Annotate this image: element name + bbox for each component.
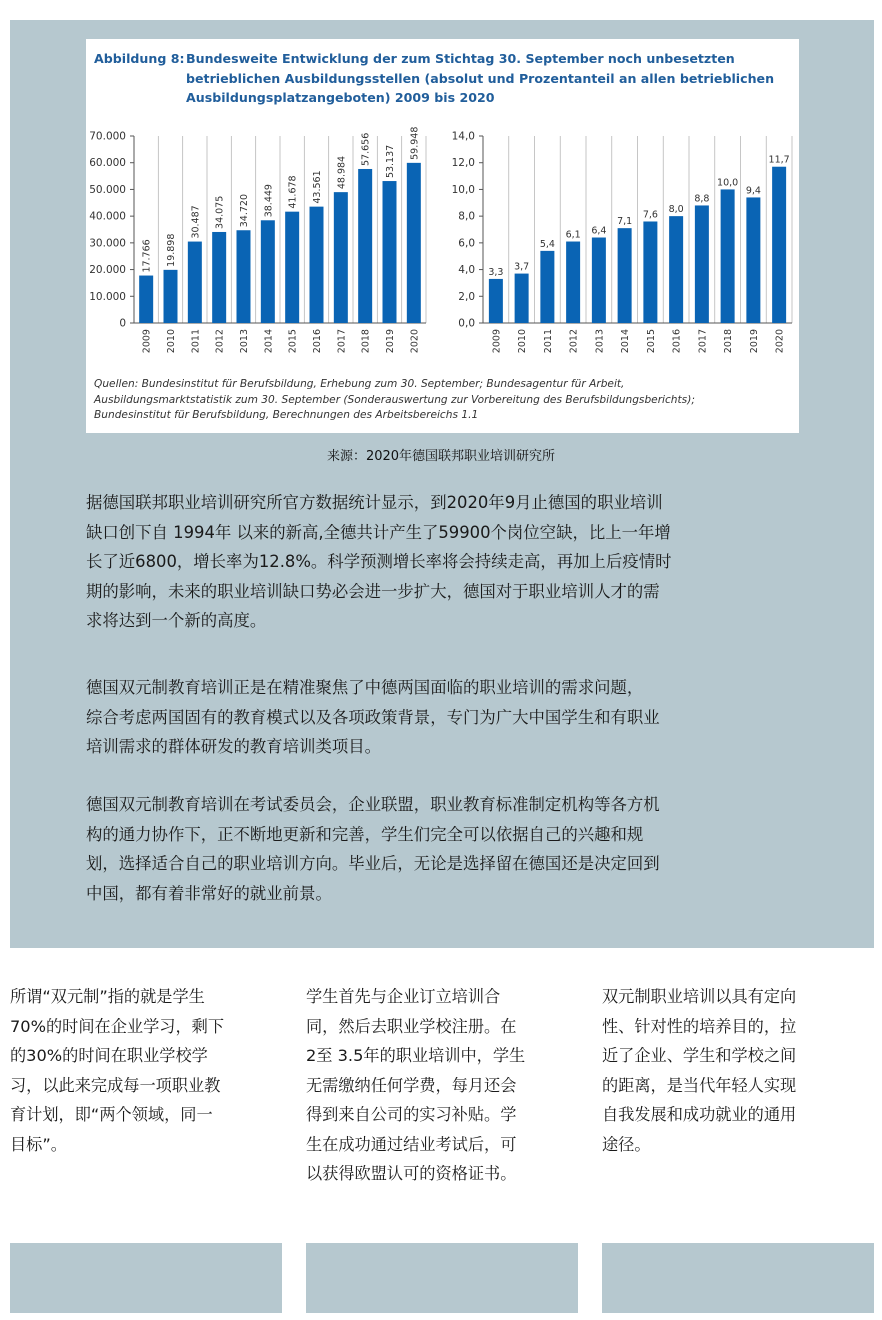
data-label: 8,0 xyxy=(668,204,684,216)
y-tick-label: 0 xyxy=(119,317,126,330)
category-label: 2012 xyxy=(568,329,580,354)
data-label: 3,7 xyxy=(514,261,530,273)
data-label: 7,1 xyxy=(617,216,633,228)
category-label: 2013 xyxy=(239,329,250,354)
text-line: 双元制职业培训以具有定向 xyxy=(602,987,797,1006)
text-line: 生在成功通过结业考试后，可 xyxy=(306,1134,517,1154)
data-label: 48.984 xyxy=(336,155,348,190)
figure-label: Abbildung 8: xyxy=(94,51,185,66)
text-line: 目标”。 xyxy=(10,1134,67,1154)
bar xyxy=(618,228,632,323)
category-label: 2018 xyxy=(360,329,372,354)
category-label: 2017 xyxy=(336,329,348,354)
y-tick-label: 70.000 xyxy=(89,130,126,143)
data-label: 34.720 xyxy=(239,193,250,228)
paragraph-1 xyxy=(86,488,798,636)
bar xyxy=(261,220,275,323)
data-label: 6,1 xyxy=(565,229,581,241)
figure-title-line: betrieblichen Ausbildungsstellen (absolut und Prozentanteil an allen betrieblichen xyxy=(186,70,775,86)
footer-box-3 xyxy=(602,1243,874,1313)
y-tick-label: 2,0 xyxy=(458,290,475,303)
data-label: 3,3 xyxy=(488,266,504,278)
text-line: 构的通力协作下，正不断地更新和完善，学生们完全可以依据自己的兴趣和规 xyxy=(86,824,644,844)
column-1 xyxy=(10,982,282,1159)
category-label: 2011 xyxy=(190,329,202,354)
text-line: 所谓“双元制”指的就是学生 xyxy=(10,987,205,1006)
bar xyxy=(669,216,683,323)
bar xyxy=(237,230,251,323)
bar xyxy=(540,251,554,323)
category-label: 2015 xyxy=(645,329,657,354)
category-label: 2019 xyxy=(385,329,396,354)
text-line: 综合考虑两国固有的教育模式以及各项政策背景，专门为广大中国学生和有职业 xyxy=(86,707,660,727)
category-label: 2014 xyxy=(620,329,632,354)
y-tick-label: 40.000 xyxy=(89,210,126,223)
data-label: 43.561 xyxy=(312,170,323,204)
data-label: 9,4 xyxy=(745,185,761,197)
data-label: 11,7 xyxy=(768,154,790,166)
data-label: 7,6 xyxy=(642,209,658,221)
bar xyxy=(358,169,372,323)
text-line: 途径。 xyxy=(602,1134,651,1154)
text-line: 学生首先与企业订立培训合 xyxy=(306,987,501,1006)
source-line: Bundesinstitut für Berufsbildung, Berechnungen des Arbeitsbereichs 1.1 xyxy=(94,409,479,421)
category-label: 2015 xyxy=(287,329,299,354)
figure-title-line: Bundesweite Entwicklung der zum Stichtag 30. September noch unbesetzten xyxy=(186,51,735,66)
text-line: 以获得欧盟认可的资格证书。 xyxy=(306,1164,517,1183)
category-label: 2016 xyxy=(312,329,323,354)
text-line: 近了企业、学生和学校之间 xyxy=(602,1046,797,1065)
bar xyxy=(383,181,397,323)
y-tick-label: 12,0 xyxy=(451,157,475,170)
bar xyxy=(310,207,324,323)
text-line: 中国，都有着非常好的就业前景。 xyxy=(86,883,332,903)
bar xyxy=(212,232,226,323)
y-tick-label: 20.000 xyxy=(89,264,126,277)
bar-charts xyxy=(86,39,799,433)
category-label: 2012 xyxy=(214,329,226,354)
bar xyxy=(188,242,202,323)
y-tick-label: 8,0 xyxy=(458,210,475,223)
text-line: 德国双元制教育培训正是在精准聚焦了中德两国面临的职业培训的需求问题， xyxy=(86,678,644,697)
figure-box xyxy=(86,39,799,433)
y-tick-label: 10,0 xyxy=(451,183,475,196)
column-3 xyxy=(602,982,874,1159)
source-line: Quellen: Bundesinstitut für Berufsbildung, Erhebung zum 30. September; Bundesagentur für Arbeit, xyxy=(94,378,625,390)
bar xyxy=(334,192,348,323)
bar xyxy=(695,205,709,323)
text-line: 长了近6800，增长率为12.8%。科学预测增长率将会持续走高，再加上后疫情时 xyxy=(86,552,672,571)
data-label: 17.766 xyxy=(141,239,153,273)
text-line: 的距离，是当代年轻人实现 xyxy=(602,1075,797,1095)
text-line: 70%的时间在企业学习，剩下 xyxy=(10,1016,225,1036)
data-label: 5,4 xyxy=(539,238,555,250)
text-line: 据德国联邦职业培训研究所官方数据统计显示，到2020年9月止德国的职业培训 xyxy=(86,493,663,512)
data-label: 6,4 xyxy=(591,225,607,237)
data-label: 30.487 xyxy=(190,205,202,239)
bar xyxy=(285,212,299,323)
data-label: 34.075 xyxy=(214,195,226,229)
y-tick-label: 6,0 xyxy=(458,237,475,250)
text-line: 划，选择适合自己的职业培训方向。毕业后，无论是选择留在德国还是决定回到 xyxy=(86,854,660,873)
text-line: 性、针对性的培养目的，拉 xyxy=(602,1016,797,1036)
category-label: 2020 xyxy=(409,329,421,354)
data-label: 57.656 xyxy=(360,132,372,166)
y-tick-label: 14,0 xyxy=(451,130,475,143)
data-label: 38.449 xyxy=(263,184,275,218)
bar xyxy=(164,270,178,323)
text-line: 缺口创下自 1994年 以来的新高,全德共计产生了59900个岗位空缺，比上一年增 xyxy=(86,522,671,542)
bar xyxy=(407,163,421,323)
text-line: 得到来自公司的实习补贴。学 xyxy=(306,1105,517,1124)
category-label: 2011 xyxy=(542,329,554,354)
text-line: 培训需求的群体研发的教育培训类项目。 xyxy=(86,737,382,756)
paragraph-2 xyxy=(86,673,798,762)
text-line: 育计划，即“两个领域，同一 xyxy=(10,1105,213,1124)
data-label: 59.948 xyxy=(409,126,421,160)
bar xyxy=(489,279,503,323)
footer-box-1 xyxy=(10,1243,282,1313)
data-label: 19.898 xyxy=(166,233,177,267)
y-tick-label: 10.000 xyxy=(89,290,126,303)
category-label: 2019 xyxy=(748,329,760,354)
bar xyxy=(721,189,735,323)
category-label: 2016 xyxy=(671,329,683,354)
y-tick-label: 60.000 xyxy=(89,157,126,170)
figure-source xyxy=(94,377,794,424)
text-line: 习，以此来完成每一项职业教 xyxy=(10,1075,221,1095)
category-label: 2010 xyxy=(166,329,177,354)
data-label: 8,8 xyxy=(694,193,710,205)
category-label: 2017 xyxy=(697,329,709,354)
bar xyxy=(772,167,786,323)
text-line: 的30%的时间在职业学校学 xyxy=(10,1046,208,1065)
bar xyxy=(746,197,760,323)
text-line: 德国双元制教育培训在考试委员会，企业联盟，职业教育标准制定机构等各方机 xyxy=(86,795,660,814)
y-tick-label: 4,0 xyxy=(458,264,475,277)
bar xyxy=(592,238,606,323)
bar xyxy=(566,242,580,323)
text-line: 无需缴纳任何学费，每月还会 xyxy=(306,1075,517,1095)
text-line: 自我发展和成功就业的通用 xyxy=(602,1105,797,1124)
figure-caption: 来源：2020年德国联邦职业培训研究所 xyxy=(326,449,556,464)
text-line: 求将达到一个新的高度。 xyxy=(86,611,267,630)
category-label: 2009 xyxy=(491,329,503,354)
y-tick-label: 0,0 xyxy=(458,317,475,330)
category-label: 2013 xyxy=(594,329,606,354)
paragraph-3 xyxy=(86,790,798,908)
figure-title-line: Ausbildungsplatzangeboten) 2009 bis 2020 xyxy=(186,90,495,105)
category-label: 2018 xyxy=(723,329,735,354)
column-2 xyxy=(306,982,578,1189)
source-line: Ausbildungsmarktstatistik zum 30. September (Sonderauswertung zur Vorbereitung des Berufsbildungsberichts); xyxy=(94,393,695,406)
y-tick-label: 50.000 xyxy=(89,183,126,196)
data-label: 53.137 xyxy=(385,144,396,179)
bar xyxy=(139,276,153,323)
data-label: 41.678 xyxy=(287,175,299,209)
category-label: 2014 xyxy=(263,329,275,354)
footer-box-2 xyxy=(306,1243,578,1313)
category-label: 2009 xyxy=(141,329,153,354)
bar xyxy=(515,274,529,323)
text-line: 期的影响，未来的职业培训缺口势必会进一步扩大，德国对于职业培训人才的需 xyxy=(86,581,660,601)
bar xyxy=(643,221,657,323)
category-label: 2010 xyxy=(517,329,529,354)
category-label: 2020 xyxy=(774,329,786,354)
y-tick-label: 30.000 xyxy=(89,237,126,250)
text-line: 2至 3.5年的职业培训中，学生 xyxy=(306,1046,526,1065)
data-label: 10,0 xyxy=(717,177,739,189)
text-line: 同，然后去职业学校注册。在 xyxy=(306,1016,517,1036)
